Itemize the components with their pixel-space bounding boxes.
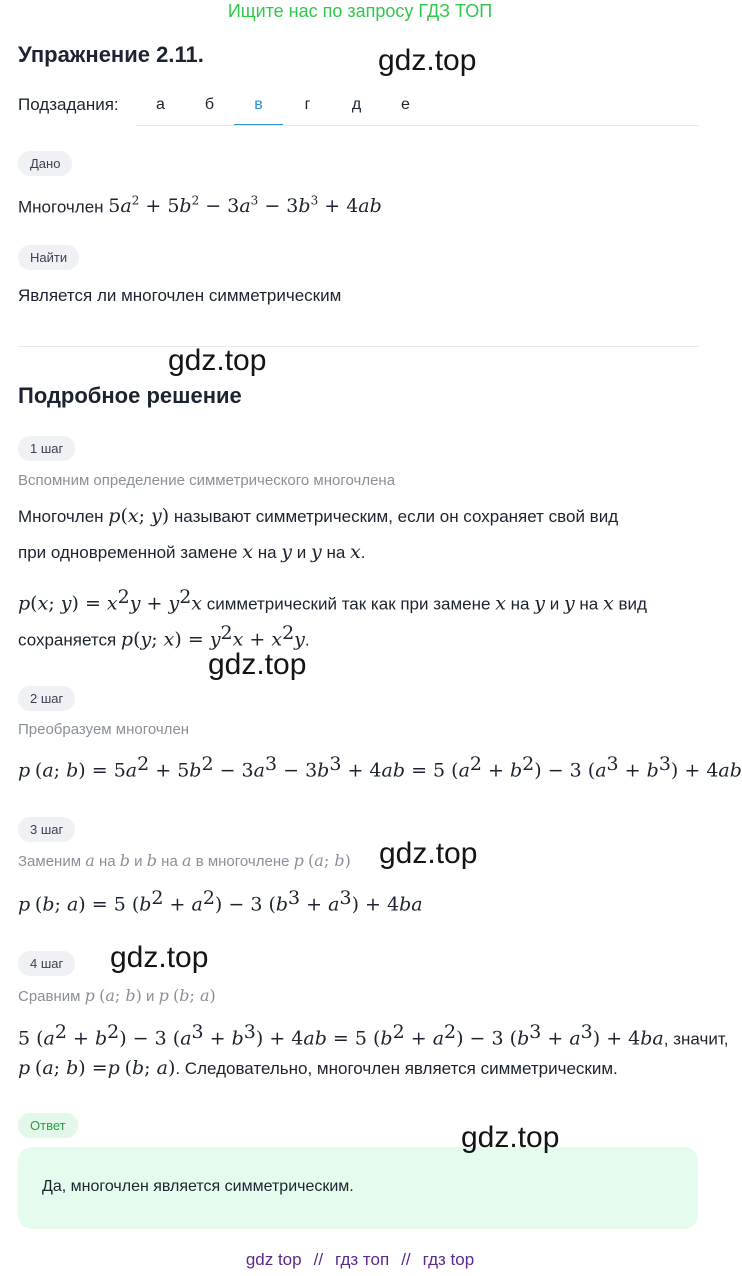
watermark: gdz.top [461,1121,560,1154]
step3-formula: p (b; a) = 5 $(b^2 + a^2) - 3$ $(b^3 + a^3) + 4ba$ [18,887,423,916]
page-title: Упражнение 2.11. [18,42,204,67]
step3-pill: 3 шаг [18,817,75,842]
search-banner[interactable]: Ищите нас по запросу ГДЗ ТОП [227,1,493,21]
step4-pill: 4 шаг [18,951,75,976]
step3-hint: Заменим a на b и b на a в многочлене p (a; b) [18,851,351,870]
divider [18,346,699,347]
subtasks-tabs [136,86,430,126]
watermark: gdz.top [208,648,307,681]
step2-pill: 2 шаг [18,686,75,711]
watermark: gdz.top [168,344,267,377]
step1-line4: сохраняется p(y; $x) = y^2x + x^2y$. [18,622,310,651]
footer-separator: // [313,1250,324,1269]
step2-hint: Преобразуем многочлен [18,721,190,738]
find-text: Является ли многочлен симметрическим [18,286,342,305]
step2-formula: p (a; $b) = 5a^2 + 5b^2 - 3a^3 - 3b^3 + 4ab = 5$ $(a^2 + b^2) - 3$ $(a^3 + b^3) + 4ab$ [18,753,742,782]
step1-hint: Вспомним определение симметрического многочлена [18,472,396,489]
subtasks-label: Подзадания: [18,95,119,114]
tab-a[interactable]: а [156,96,165,113]
solution-title: Подробное решение [18,383,242,408]
step4-line1: 5 $(a^2 + b^2) - 3$ $(a^3 + b^3) + 4ab = 5$ $(b^2 + a^2) - 3$ $(b^3 + a^3) + 4ba$, значит, [18,1021,729,1050]
step1-pill: 1 шаг [18,436,75,461]
find-pill: Найти [18,245,79,270]
answer-text: Да, многочлен является симметрическим. [42,1178,354,1195]
watermark: gdz.top [378,44,477,77]
step1-line3: p(x; $y) = x^2y + y^2x$ симметрический так как при замене x на y и y на x вид [18,586,647,615]
answer-pill: Ответ [18,1113,78,1138]
given-formula: $5a^2 + 5b^2 - 3a^3 - 3b^3 + 4ab$ [108,194,382,218]
given-pill: Дано [18,151,72,176]
footer-link[interactable]: гдз top [422,1250,475,1269]
given-text [18,189,382,219]
tab-d[interactable]: д [351,96,362,113]
given-label: Многочлен [18,197,104,217]
tab-v[interactable]: в [234,86,283,126]
tab-b[interactable]: б [204,96,215,113]
step4-hint: Сравним p (a; b) и p (b; a) [18,986,216,1005]
watermark: gdz.top [110,941,209,974]
step4-line2: p (a; b) =p (b; a). Следовательно, многочлен является симметрическим. [18,1057,618,1079]
footer-separator: // [401,1250,411,1269]
tabs-divider [136,125,699,126]
watermark: gdz.top [379,837,478,870]
footer-links [0,1250,720,1270]
footer-link[interactable]: гдз топ [335,1250,390,1269]
footer-link[interactable]: gdz top [245,1250,302,1269]
step1-line1: Многочлен p(x; y) называют симметрическим, если он сохраняет свой вид [18,505,619,527]
tab-g[interactable]: г [304,96,311,113]
step1-line2: при одновременной замене x на y и y на x. [18,541,366,563]
tab-e[interactable]: е [401,96,410,113]
